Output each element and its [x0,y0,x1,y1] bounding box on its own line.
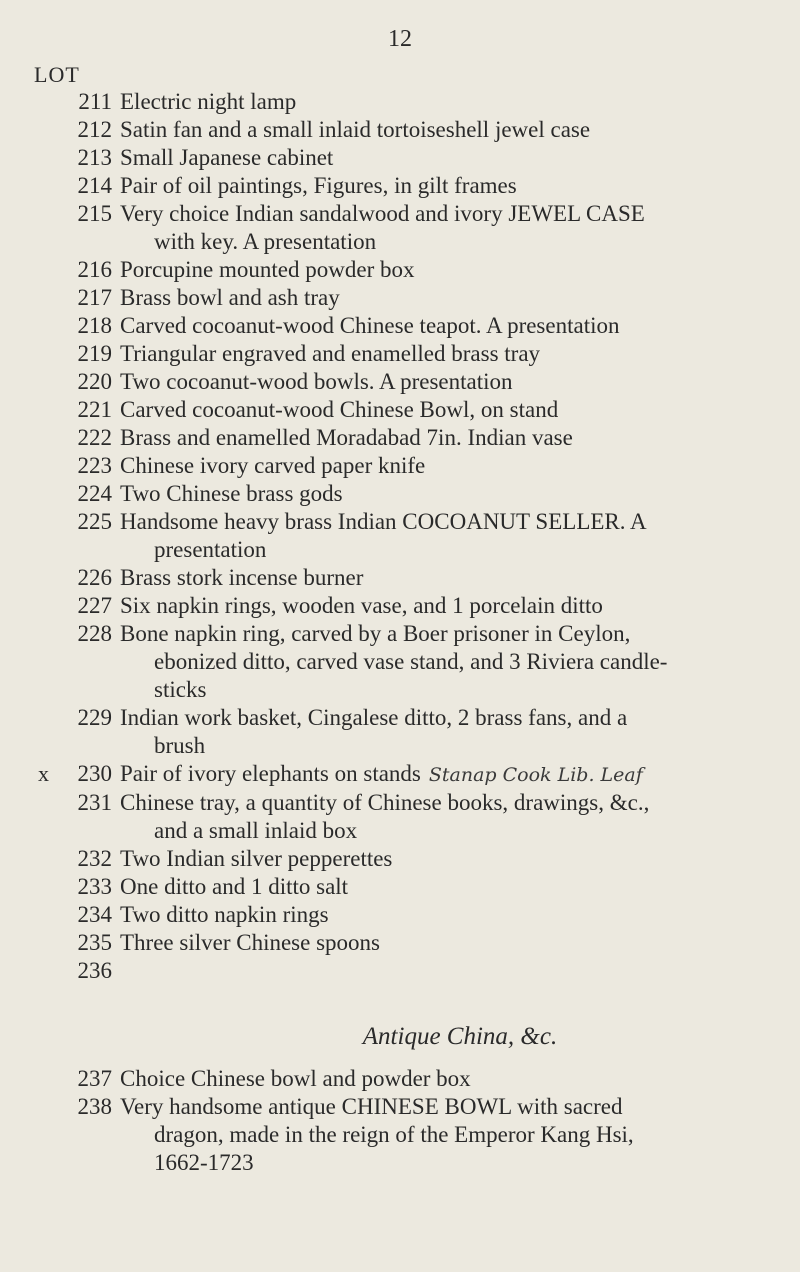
lot-description-line: Indian work basket, Cingalese ditto, 2 brass fans, and a [120,705,628,730]
lot-entry [0,284,800,312]
lot-description [120,340,790,368]
lot-description-line: Choice Chinese bowl and powder box [120,1066,471,1091]
lot-entry [0,480,800,508]
lot-description [120,116,790,144]
lot-description [120,845,790,873]
lot-description-continuation: brush [154,733,206,758]
lot-number: 222 [77,425,112,450]
lot-description-continuation: presentation [154,537,267,562]
lot-entry [0,957,800,985]
lot-description [120,452,790,480]
lot-description [120,144,790,172]
lot-number: 227 [77,593,112,618]
lot-description-continuation: ebonized ditto, carved vase stand, and 3 Riviera candle- [154,649,668,674]
lot-description [120,1093,790,1177]
lot-description-line: Two Chinese brass gods [120,481,343,506]
lot-number: 235 [77,930,112,955]
lot-entry [0,424,800,452]
lot-description-line: Two cocoanut-wood bowls. A presentation [120,369,513,394]
lot-number: 232 [77,846,112,871]
lot-entry [0,929,800,957]
lot-entry [0,340,800,368]
lot-number: 237 [77,1066,112,1091]
lot-description [120,172,790,200]
page-number: 12 [388,26,412,52]
lot-number: 213 [77,145,112,170]
lot-entry [0,116,800,144]
lot-description [120,789,790,845]
lot-number: 219 [77,341,112,366]
lot-description [120,508,790,564]
handwritten-cross-mark: x [38,761,49,786]
lot-description-line: Carved cocoanut-wood Chinese Bowl, on stand [120,397,559,422]
lot-description [120,901,790,929]
lot-description [120,200,790,256]
lot-entry [0,789,800,845]
lot-description-line: Handsome heavy brass Indian COCOANUT SELLER. A [120,509,647,534]
lot-description [120,424,790,452]
lot-description-line: Satin fan and a small inlaid tortoiseshell jewel case [120,117,591,142]
lot-entry [0,845,800,873]
lot-entry [0,1065,800,1093]
lot-number: 220 [77,369,112,394]
lot-entry [0,760,800,789]
lot-description [120,396,790,424]
lot-number: 234 [77,902,112,927]
lot-number: 224 [77,481,112,506]
lot-description-line: Electric night lamp [120,89,297,114]
lot-number: 233 [77,874,112,899]
lot-description [120,620,790,704]
lot-description-continuation: sticks [154,677,207,702]
lot-number: 225 [77,509,112,534]
lot-description-continuation: and a small inlaid box [154,818,358,843]
lot-number: 218 [77,313,112,338]
lot-description-line: Porcupine mounted powder box [120,257,415,282]
lot-number: 228 [77,621,112,646]
lot-entry [0,873,800,901]
lot-list [0,88,800,1177]
lot-description [120,873,790,901]
lot-number: 236 [77,958,112,983]
lot-entry [0,901,800,929]
lot-entry [0,396,800,424]
lot-number: 212 [77,117,112,142]
lot-entry [0,368,800,396]
lot-description [120,760,790,789]
lot-description-line: Brass stork incense burner [120,565,364,590]
section-title: Antique China, &c. [362,1023,558,1050]
lot-entry [0,256,800,284]
lot-description [120,312,790,340]
lot-number: 211 [78,89,112,114]
lot-description [120,88,790,116]
lot-entry [0,564,800,592]
lot-description-line: Six napkin rings, wooden vase, and 1 porcelain ditto [120,593,603,618]
lot-entry [0,620,800,704]
lot-description-line: Chinese ivory carved paper knife [120,453,426,478]
lot-number: 216 [77,257,112,282]
lot-entry [0,592,800,620]
lot-entry [0,1093,800,1177]
lot-entry [0,172,800,200]
lot-description-line: Triangular engraved and enamelled brass tray [120,341,541,366]
lot-number: 217 [77,285,112,310]
lot-number: 223 [77,453,112,478]
lot-entry [0,200,800,256]
lot-number: 215 [77,201,112,226]
lot-description-line: Very choice Indian sandalwood and ivory JEWEL CASE [120,201,645,226]
lot-description-line: Very handsome antique CHINESE BOWL with sacred [120,1094,623,1119]
lot-description-line: Two Indian silver pepperettes [120,846,393,871]
lot-entry [0,452,800,480]
lot-description-line: Small Japanese cabinet [120,145,334,170]
lot-description-continuation: 1662-1723 [154,1150,254,1175]
lot-number: 221 [77,397,112,422]
lot-description [120,564,790,592]
lot-description [120,256,790,284]
lot-entry [0,144,800,172]
lot-column-header: LOT [34,62,80,87]
lot-description [120,1065,790,1093]
lot-entry [0,508,800,564]
handwritten-annotation: Stanap Cook Lib. Leaf [428,764,643,786]
lot-description-line: Brass and enamelled Moradabad 7in. Indian vase [120,425,573,450]
lot-description [120,284,790,312]
lot-description [120,480,790,508]
lot-entry [0,312,800,340]
lot-description-line: Chinese tray, a quantity of Chinese books, drawings, &c., [120,790,650,815]
lot-description-continuation: dragon, made in the reign of the Emperor Kang Hsi, [154,1122,634,1147]
lot-number: 226 [77,565,112,590]
lot-description-line: Three silver Chinese spoons [120,930,380,955]
lot-number: 238 [77,1094,112,1119]
lot-description [120,704,790,760]
lot-number: 230 x [38,761,112,786]
lot-description-line: Pair of ivory elephants on stands [120,761,421,786]
lot-number: 214 [77,173,112,198]
lot-description-continuation: with key. A presentation [154,229,377,254]
lot-entry [0,704,800,760]
lot-description [120,929,790,957]
lot-description-line: Bone napkin ring, carved by a Boer prisoner in Ceylon, [120,621,631,646]
lot-description-line: Pair of oil paintings, Figures, in gilt frames [120,173,517,198]
lot-entry [0,88,800,116]
lot-description-line: Carved cocoanut-wood Chinese teapot. A presentation [120,313,620,338]
lot-description-line: Two ditto napkin rings [120,902,329,927]
lot-description [120,368,790,396]
lot-number: 229 [77,705,112,730]
lot-description-line: Brass bowl and ash tray [120,285,340,310]
lot-number: 231 [77,790,112,815]
lot-description-line: One ditto and 1 ditto salt [120,874,349,899]
lot-description [120,592,790,620]
